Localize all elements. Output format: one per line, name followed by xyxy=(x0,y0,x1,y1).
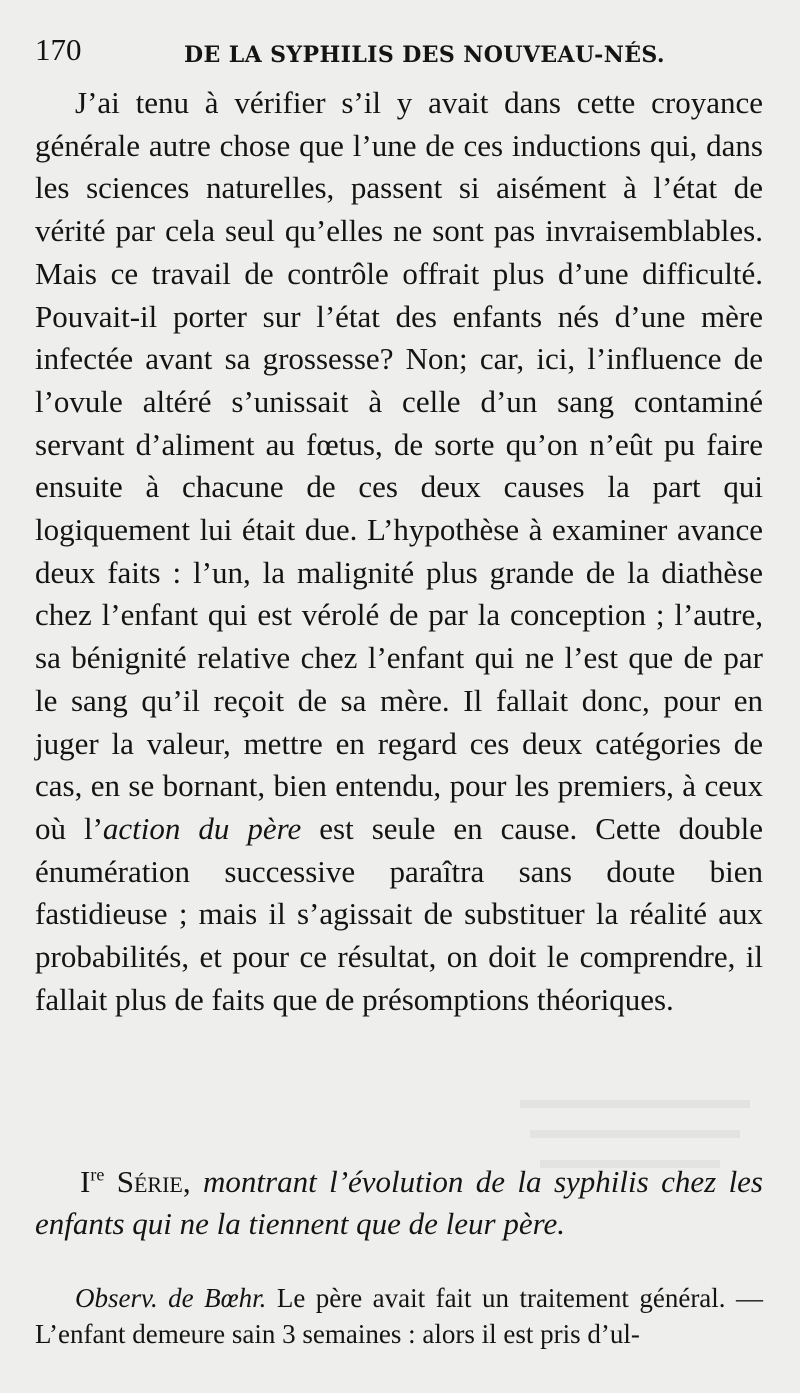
paragraph-1 xyxy=(35,82,763,1021)
running-head: DE LA SYPHILIS DES NOUVEAU-NÉS. xyxy=(184,42,665,68)
series-description: montrant l’évolution de la syphilis chez les enfants qui ne la tiennent que de leur père. xyxy=(35,1164,763,1241)
paragraph-1-emphasis: action du père xyxy=(102,810,302,846)
paragraph-1-text-end: est seule en cause. Cette double énumération successive paraîtra sans doute bien fastidieuse ; mais il s’agissait de substituer la réalité aux probabilités, et pour ce résultat, on doit le comprendre, il fallait plus de faits que de présomptions théoriques. xyxy=(35,810,763,1017)
series-label: Série, xyxy=(116,1164,191,1199)
main-text xyxy=(35,82,763,1021)
series-heading xyxy=(35,1161,763,1245)
paragraph-1-text-start: J’ai tenu à vérifier s’il y avait dans cette croyance générale autre chose que l’une de ces inductions qui, dans les sciences naturelles, passent si aisément à l’état de vérité par cela seul qu’elles ne sont pas invraisemblables. Mais ce travail de contrôle offrait plus d’une difficulté. Pouvait-il porter sur l’état des enfants nés d’une mère infectée avant sa grossesse? Non; car, ici, l’influence de l’ovule altéré s’unissait à celle d’un sang contaminé servant d’aliment au fœtus, de sorte qu’on n’eût pu faire ensuite à chacune de ces deux causes la part qui logiquement lui était due. L’hypothèse à examiner avance deux faits : l’un, la malignité plus grande de la diathèse chez l’enfant qui est vérolé de par la conception ; l’autre, sa bénignité relative chez l’enfant qui ne l’est que de par le sang qu’il reçoit de sa mère. Il fallait donc, pour en juger la valeur, mettre en regard ces deux catégories de cas, en se bornant, bien entendu, pour les premiers, à ceux où l’ xyxy=(35,85,763,846)
series-numeral: I xyxy=(80,1164,91,1199)
series-numeral-superscript: re xyxy=(90,1164,105,1185)
page-number: 170 xyxy=(35,32,82,67)
observation-entry xyxy=(35,1280,763,1352)
observation-label: Observ. de Bœhr. xyxy=(75,1283,267,1313)
observation-text: Le père avait fait un traitement général. — L’enfant demeure sain 3 semaines : alors il est pris d’ul- xyxy=(35,1283,763,1349)
